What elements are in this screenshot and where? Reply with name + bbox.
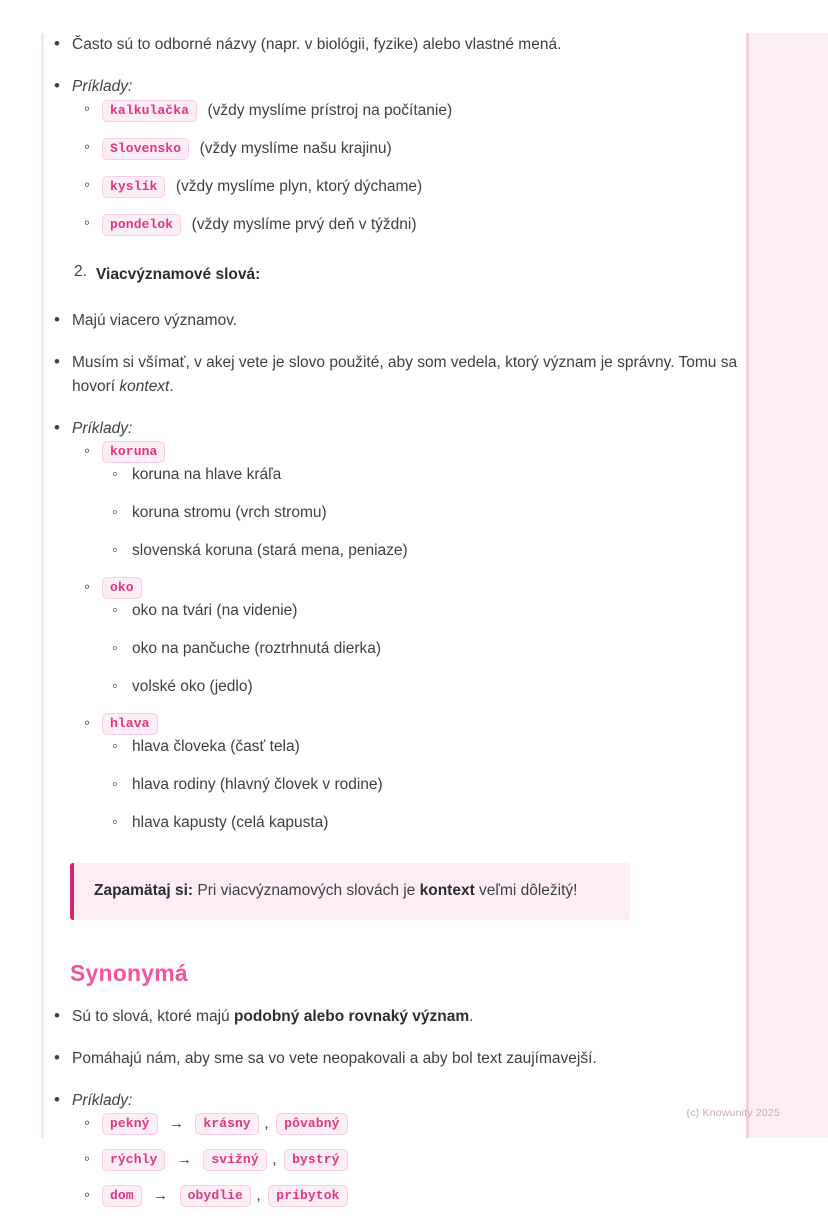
separator: , (272, 1150, 277, 1168)
page-right-strip (746, 33, 828, 1138)
document-content (44, 33, 744, 1225)
list-item (102, 463, 744, 487)
meaning-text: volské oko (jedlo) (132, 678, 253, 696)
page-right-divider (746, 33, 749, 1138)
meaning-text: koruna stromu (vrch stromu) (132, 504, 327, 522)
list-synonyma (44, 1005, 744, 1207)
list-item (72, 213, 744, 237)
list-item (102, 637, 744, 661)
list-item-examples (44, 417, 744, 835)
bullet-text-part-2: . (169, 378, 174, 396)
list-item (72, 175, 744, 199)
list-item (102, 501, 744, 525)
meanings-list (102, 735, 744, 835)
bullet-text-part-1: Musím si všímať, v akej vete je slovo použité, aby som vedela, ktorý význam je správny. Tomu sa hovorí (72, 354, 738, 396)
callout-label: Zapamätaj si: (94, 882, 194, 900)
meaning-text: hlava kapusty (celá kapusta) (132, 814, 329, 832)
arrow-icon: → (176, 1150, 192, 1168)
examples-label: Príklady: (72, 420, 133, 438)
term-gloss: (vždy myslíme plyn, ktorý dýchame) (175, 178, 423, 196)
callout-text-1: Pri viacvýznamových slovách je (193, 882, 420, 900)
section-heading-viacvyznamove: Viacvýznamové slová: (96, 266, 261, 284)
examples-label: Príklady: (72, 1091, 133, 1109)
synonym-chip: pôvabný (276, 1113, 347, 1135)
examples-groups (72, 441, 744, 835)
bullet-text: Majú viacero významov. (72, 312, 238, 330)
term-chip: Slovensko (102, 138, 189, 160)
arrow-icon: → (153, 1186, 169, 1204)
bullet-text-bold: podobný alebo rovnaký význam (233, 1007, 470, 1025)
term-chip: pondelok (102, 214, 181, 236)
numbered-list (44, 263, 744, 287)
source-term-chip: rýchly (102, 1149, 165, 1171)
term-chip: koruna (102, 441, 165, 463)
list-item-heading (44, 263, 744, 287)
list-item-group (72, 713, 744, 835)
list-item (102, 599, 744, 623)
list-item (102, 675, 744, 699)
list-jednovyznamove (44, 33, 744, 237)
bullet-text-part-1: Sú to slová, ktoré majú (72, 1007, 234, 1025)
bullet-text-kontext: kontext (119, 378, 170, 396)
synonym-rows (72, 1113, 744, 1207)
callout-text-2: veľmi dôležitý! (474, 882, 578, 900)
synonym-chip: obydlie (180, 1185, 251, 1207)
meaning-text: hlava človeka (časť tela) (132, 738, 300, 756)
list-viacvyznamove (44, 309, 744, 835)
meaning-text: slovenská koruna (stará mena, peniaze) (132, 542, 408, 560)
term-chip: hlava (102, 713, 158, 735)
list-item (102, 539, 744, 563)
list-item (72, 1149, 744, 1171)
separator: , (264, 1114, 269, 1132)
list-item (102, 811, 744, 835)
list-item (44, 1005, 744, 1029)
list-item (44, 351, 744, 399)
source-term-chip: dom (102, 1185, 142, 1207)
synonym-chip: svižný (203, 1149, 266, 1171)
list-item-examples (44, 1089, 744, 1207)
term-chip: oko (102, 577, 142, 599)
list-item (102, 773, 744, 797)
callout-remember (70, 863, 630, 919)
examples-label: Príklady: (72, 78, 133, 96)
list-item (72, 1113, 744, 1135)
copyright-watermark: (c) Knowunity 2025 (686, 1107, 780, 1119)
list-item-examples (44, 75, 744, 237)
source-term-chip: pekný (102, 1113, 158, 1135)
bullet-text: Často sú to odborné názvy (napr. v biológii, fyzike) alebo vlastné mená. (72, 36, 562, 53)
list-item (44, 1047, 744, 1071)
list-item (44, 309, 744, 333)
meaning-text: hlava rodiny (hlavný človek v rodine) (132, 776, 383, 794)
separator: , (256, 1186, 261, 1204)
callout-keyword: kontext (419, 882, 475, 900)
synonym-chip: krásny (195, 1113, 258, 1135)
term-chip: kyslík (102, 176, 165, 198)
meaning-text: koruna na hlave kráľa (132, 466, 282, 484)
meanings-list (102, 599, 744, 699)
section-heading-synonyma: Synonymá (70, 959, 188, 986)
list-item (72, 1185, 744, 1207)
list-item (102, 735, 744, 759)
bullet-text: Pomáhajú nám, aby sme sa vo vete neopakovali a aby bol text zaujímavejší. (72, 1049, 597, 1067)
term-gloss: (vždy myslíme našu krajinu) (199, 140, 392, 158)
list-item (72, 99, 744, 123)
term-chip: kalkulačka (102, 100, 197, 122)
term-gloss: (vždy myslíme prístroj na počítanie) (207, 102, 453, 120)
meanings-list (102, 463, 744, 563)
list-item-group (72, 577, 744, 699)
list-item (72, 137, 744, 161)
bullet-text-part-2: . (469, 1007, 474, 1025)
list-item-group (72, 441, 744, 563)
list-item (44, 33, 744, 57)
meaning-text: oko na tvári (na videnie) (132, 602, 298, 620)
synonym-chip: bystrý (284, 1149, 347, 1171)
meaning-text: oko na pančuche (roztrhnutá dierka) (132, 640, 382, 658)
examples-list (72, 99, 744, 237)
term-gloss: (vždy myslíme prvý deň v týždni) (191, 216, 417, 234)
synonym-chip: príbytok (268, 1185, 347, 1207)
arrow-icon: → (168, 1114, 184, 1132)
